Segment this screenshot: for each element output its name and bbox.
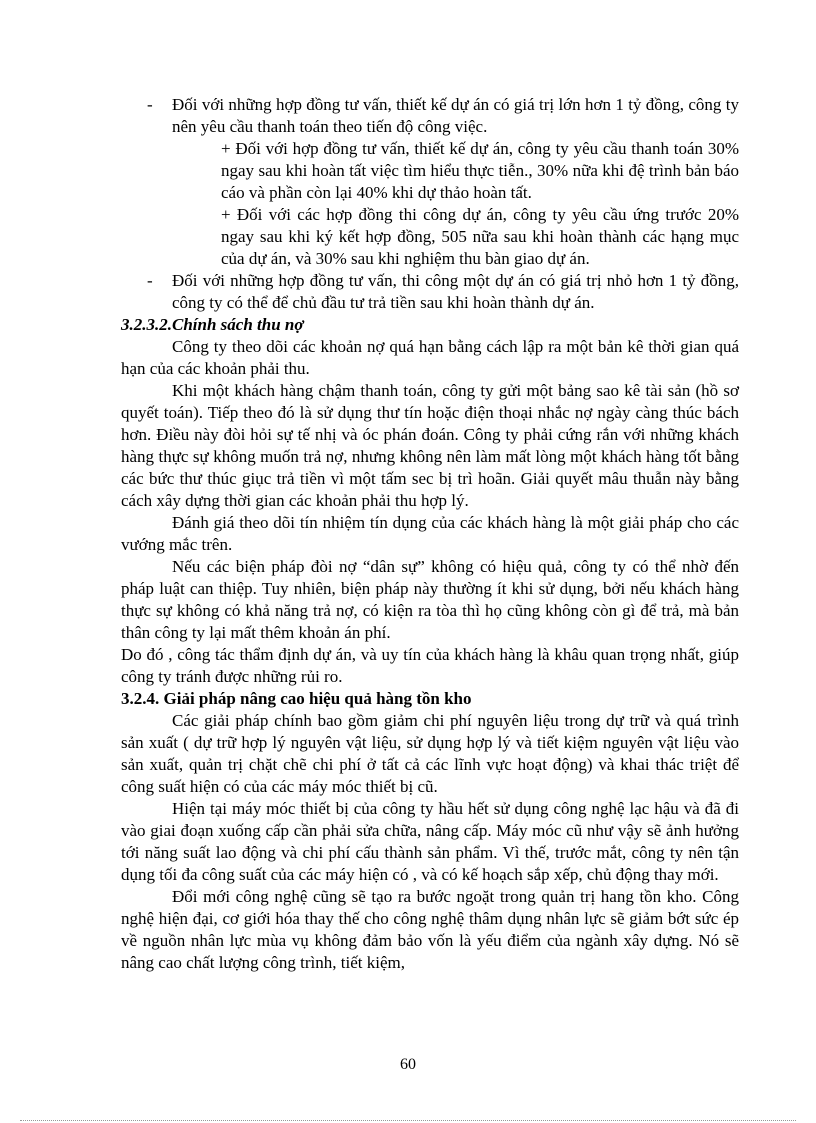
page-content (121, 94, 739, 974)
paragraph: Khi một khách hàng chậm thanh toán, công ty gửi một bảng sao kê tài sản (hồ sơ quyết toán). Tiếp theo đó là sử dụng thư tín hoặc điện thoại nhắc nợ ngày càng thúc bách hơn. Điều này đòi hỏi sự tế nhị và óc phán đoán. Công ty phải cứng rắn với những khách hàng thực sự không muốn trả nợ, nhưng không nên làm mất lòng một khách hàng tốt bằng các bức thư thúc giục trả tiền vì một tấm sec bị trì hoãn. Giải quyết mâu thuẫn này bằng cách xây dựng thời gian các khoản phải thu hợp lý. (121, 381, 739, 510)
bullet-dash: - (147, 271, 153, 290)
section-heading: 3.2.4. Giải pháp nâng cao hiệu quả hàng tồn kho (121, 689, 472, 708)
bullet-text: Đối với những hợp đồng tư vấn, thi công một dự án có giá trị nhỏ hơn 1 tỷ đồng, công ty có thể để chủ đầu tư trả tiền sau khi hoàn thành dự án. (172, 271, 739, 312)
footer-divider (20, 1120, 796, 1121)
paragraph: Nếu các biện pháp đòi nợ “dân sự” không có hiệu quả, công ty có thể nhờ đến pháp luật can thiệp. Tuy nhiên, biện pháp này thường ít khi sử dụng, bởi nếu khách hàng thực sự không có khả năng trả nợ, có kiện ra tòa thì họ cũng không còn gì để trả, mà bản thân công ty lại mất thêm khoản án phí. (121, 557, 739, 642)
paragraph: Các giải pháp chính bao gồm giảm chi phí nguyên liệu trong dự trữ và quá trình sản xuất ( dự trữ hợp lý nguyên vật liệu, sử dụng hợp lý và tiết kiệm nguyên vật liệu vào sản xuất, quản trị chặt chẽ chi phí ở tất cả các lĩnh vực hoạt động) và khai thác triệt để công suất hiện có của các máy móc thiết bị cũ. (121, 711, 739, 796)
paragraph: Đánh giá theo dõi tín nhiệm tín dụng của các khách hàng là một giải pháp cho các vướng mắc trên. (121, 513, 739, 554)
paragraph: Công ty theo dõi các khoản nợ quá hạn bằng cách lập ra một bản kê thời gian quá hạn của các khoản phải thu. (121, 337, 739, 378)
bullet-item (121, 94, 739, 138)
bullet-text: Đối với những hợp đồng tư vấn, thiết kế dự án có giá trị lớn hơn 1 tỷ đồng, công ty nên yêu cầu thanh toán theo tiến độ công việc. (172, 95, 739, 136)
paragraph: Đổi mới công nghệ cũng sẽ tạo ra bước ngoặt trong quản trị hang tồn kho. Công nghệ hiện đại, cơ giới hóa thay thế cho công nghệ thâm dụng nhân lực sẽ giảm bớt sức ép về nguồn nhân lực mùa vụ không đảm bảo vốn là yếu điểm của ngành xây dựng. Nó sẽ nâng cao chất lượng công trình, tiết kiệm, (121, 887, 739, 972)
section-heading: 3.2.3.2.Chính sách thu nợ (121, 315, 304, 334)
page-number: 60 (400, 1056, 416, 1073)
bullet-dash: - (147, 95, 153, 114)
sub-item: + Đối với hợp đồng tư vấn, thiết kế dự án, công ty yêu cầu thanh toán 30% ngay sau khi hoàn tất việc tìm hiểu thực tiễn., 30% nữa khi đệ trình bản báo cáo và phần còn lại 40% khi dự thảo hoàn tất. (221, 139, 739, 202)
paragraph-conclusion: Do đó , công tác thẩm định dự án, và uy tín của khách hàng là khâu quan trọng nhất, giúp công ty tránh được những rủi ro. (121, 645, 739, 686)
paragraph: Hiện tại máy móc thiết bị của công ty hầu hết sử dụng công nghệ lạc hậu và đã đi vào giai đoạn xuống cấp cần phải sửa chữa, nâng cấp. Máy móc cũ như vậy sẽ ảnh hưởng tới năng suất lao động và chi phí cấu thành sản phẩm. Vì thế, trước mắt, công ty nên tận dụng tối đa công suất của các máy hiện có , và có kế hoạch sắp xếp, chủ động thay mới. (121, 799, 739, 884)
bullet-item (121, 270, 739, 314)
sub-item: + Đối với các hợp đồng thi công dự án, công ty yêu cầu ứng trước 20% ngay sau khi ký kết hợp đồng, 505 nữa sau khi hoàn thành các hạng mục của dự án, và 30% sau khi nghiệm thu bàn giao dự án. (221, 205, 739, 268)
